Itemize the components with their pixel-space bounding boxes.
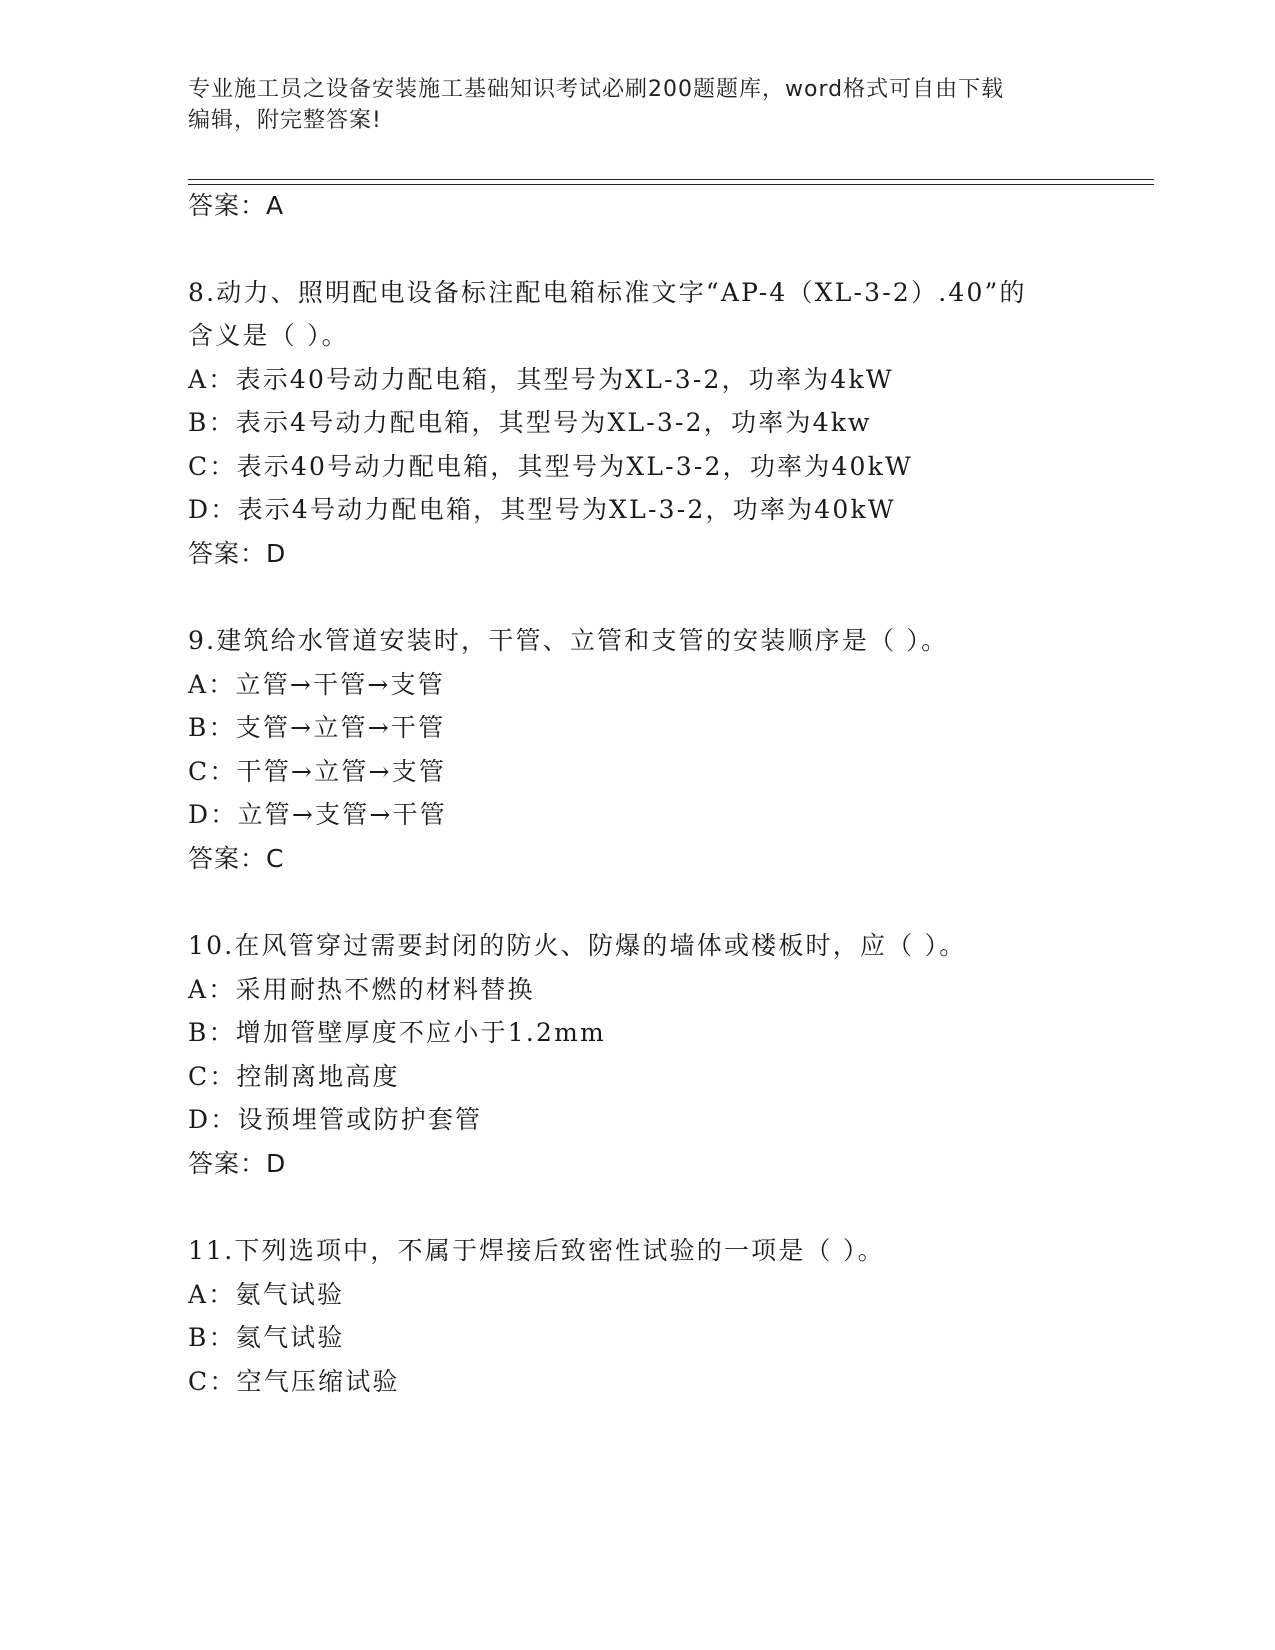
header-title-line-1: 专业施工员之设备安装施工基础知识考试必刷200题题库，word格式可自由下载 [188,77,1005,102]
question-10-option-b: B：增加管壁厚度不应小于1.2mm [188,1018,606,1047]
header-title-line-2: 编辑，附完整答案! [188,108,382,133]
header-divider-bottom [188,184,1154,185]
question-8-answer: 答案：D [188,539,287,568]
question-8-option-a: A：表示40号动力配电箱，其型号为XL-3-2，功率为4kW [188,365,894,394]
question-9-option-d: D：立管→支管→干管 [188,800,447,829]
question-10-stem: 10.在风管穿过需要封闭的防火、防爆的墙体或楼板时，应（ ）。 [188,931,967,960]
question-10-option-d: D：设预埋管或防护套管 [188,1105,483,1134]
question-9-stem: 9.建筑给水管道安装时，干管、立管和支管的安装顺序是（ ）。 [188,626,949,655]
question-11-option-b: B：氦气试验 [188,1323,345,1352]
question-11-stem: 11.下列选项中，不属于焊接后致密性试验的一项是（ ）。 [188,1236,885,1265]
document-header [188,74,1088,136]
question-8-stem-line-2: 含义是（ ）。 [188,321,349,350]
question-10-option-a: A：采用耐热不燃的材料替换 [188,975,535,1004]
question-8-option-b: B：表示4号动力配电箱，其型号为XL-3-2，功率为4kw [188,408,872,437]
question-8-stem-line-1: 8.动力、照明配电设备标注配电箱标准文字“AP-4（XL-3-2）.40”的 [188,278,1027,307]
question-9-option-a: A：立管→干管→支管 [188,670,445,699]
previous-question-answer: 答案：A [188,191,285,220]
question-9-option-b: B：支管→立管→干管 [188,713,446,742]
question-11-option-c: C：空气压缩试验 [188,1367,400,1396]
question-8-option-c: C：表示40号动力配电箱，其型号为XL-3-2，功率为40kW [188,452,913,481]
question-10-answer: 答案：D [188,1149,287,1178]
question-9-option-c: C：干管→立管→支管 [188,757,447,786]
question-10-option-c: C：控制离地高度 [188,1062,400,1091]
question-9-answer: 答案：C [188,844,285,873]
question-11-option-a: A：氨气试验 [188,1280,345,1309]
question-8-option-d: D：表示4号动力配电箱，其型号为XL-3-2，功率为40kW [188,495,896,524]
header-divider-top [188,179,1154,180]
